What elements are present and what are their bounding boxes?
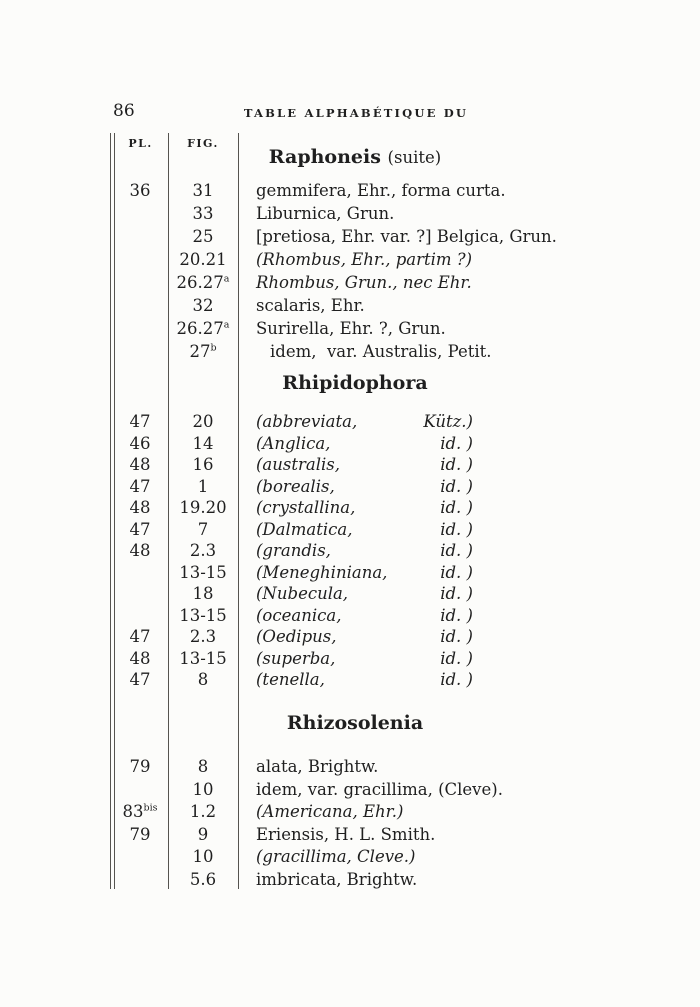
authority: id. ) xyxy=(440,498,473,517)
fig-cell: 2.3 xyxy=(189,541,217,560)
fig-superscript: b xyxy=(210,342,217,354)
section-title-rhizosolenia: Rhizosolenia xyxy=(286,712,424,734)
table-row xyxy=(0,434,700,457)
fig-cell: 13-15 xyxy=(179,606,227,625)
fig-cell: 33 xyxy=(192,204,214,223)
table-row xyxy=(0,342,700,365)
pl-cell: 48 xyxy=(129,498,151,517)
name-cell: idem, var. Australis, Petit. xyxy=(270,342,492,361)
authority: id. ) xyxy=(440,477,473,496)
name-cell: (gracillima, Cleve.) xyxy=(256,847,416,866)
fig-cell: 9 xyxy=(197,825,209,844)
fig-cell: 32 xyxy=(192,296,214,315)
table-row xyxy=(0,670,700,693)
species-name: (crystallina, xyxy=(256,498,356,517)
species-name: (superba, xyxy=(256,649,336,668)
name-cell xyxy=(256,563,676,582)
pl-cell: 47 xyxy=(129,412,151,431)
pl-cell: 47 xyxy=(129,670,151,689)
fig-cell: 18 xyxy=(192,584,214,603)
pl-cell: 47 xyxy=(129,520,151,539)
table-row xyxy=(0,520,700,543)
name-cell xyxy=(256,606,676,625)
column-header-pl: PL. xyxy=(128,137,153,150)
fig-cell: 10 xyxy=(192,780,214,799)
species-name: (Oedipus, xyxy=(256,627,337,646)
name-cell: scalaris, Ehr. xyxy=(256,296,365,315)
name-cell xyxy=(256,541,676,560)
table-row xyxy=(0,181,700,204)
species-name: (Nubecula, xyxy=(256,584,349,603)
table-row xyxy=(0,477,700,500)
authority: id. ) xyxy=(440,520,473,539)
name-cell xyxy=(256,498,676,517)
column-header-fig: FIG. xyxy=(187,137,219,150)
running-title: TABLE ALPHABÉTIQUE DU xyxy=(243,106,469,120)
authority: id. ) xyxy=(440,649,473,668)
pl-cell: $83^{bis}$ xyxy=(122,802,158,821)
species-name: (borealis, xyxy=(256,477,335,496)
authority: id. ) xyxy=(440,563,473,582)
fig-cell: 1.2 xyxy=(189,802,217,821)
fig-cell: 7 xyxy=(197,520,209,539)
table-row xyxy=(0,296,700,319)
table-row xyxy=(0,584,700,607)
fig-cell: 20.21 xyxy=(179,250,227,269)
name-cell: idem, var. gracillima, (Cleve). xyxy=(256,780,503,799)
fig-cell: 13-15 xyxy=(179,563,227,582)
fig-cell: 27$^b$ xyxy=(189,342,217,361)
species-name: (tenella, xyxy=(256,670,325,689)
genus-name: Raphoneis xyxy=(268,146,381,168)
pl-superscript: bis xyxy=(143,802,158,814)
table-row xyxy=(0,606,700,629)
fig-cell: 13-15 xyxy=(179,649,227,668)
table-row xyxy=(0,870,700,893)
fig-cell: 31 xyxy=(192,181,214,200)
name-cell: gemmifera, Ehr., forma curta. xyxy=(256,181,506,200)
pl-cell: 36 xyxy=(129,181,151,200)
species-name: (grandis, xyxy=(256,541,331,560)
table-row xyxy=(0,273,700,296)
table-row xyxy=(0,563,700,586)
authority: id. ) xyxy=(440,606,473,625)
fig-cell: 26.27$^a$ xyxy=(176,319,230,338)
table-row xyxy=(0,455,700,478)
table-row xyxy=(0,227,700,250)
pl-cell: 47 xyxy=(129,627,151,646)
name-cell: Liburnica, Grun. xyxy=(256,204,395,223)
fig-superscript: a xyxy=(223,273,230,285)
name-cell: Rhombus, Grun., nec Ehr. xyxy=(256,273,472,292)
authority: id. ) xyxy=(440,541,473,560)
table-row xyxy=(0,412,700,435)
fig-cell: 5.6 xyxy=(189,870,217,889)
species-name: (Meneghiniana, xyxy=(256,563,388,582)
fig-cell: 8 xyxy=(197,757,209,776)
species-name: (abbreviata, xyxy=(256,412,358,431)
name-cell xyxy=(256,434,676,453)
species-name: (australis, xyxy=(256,455,340,474)
fig-cell: 16 xyxy=(192,455,214,474)
species-name: (oceanica, xyxy=(256,606,342,625)
section-title-raphoneis xyxy=(240,146,470,168)
table-row xyxy=(0,250,700,273)
page-number: 86 xyxy=(113,101,135,121)
fig-cell: 20 xyxy=(192,412,214,431)
name-cell: [pretiosa, Ehr. var. ?] Belgica, Grun. xyxy=(256,227,557,246)
authority: id. ) xyxy=(440,584,473,603)
pl-cell: 48 xyxy=(129,455,151,474)
name-cell xyxy=(256,477,676,496)
table-row xyxy=(0,780,700,803)
pl-cell: 47 xyxy=(129,477,151,496)
pl-cell: 46 xyxy=(129,434,151,453)
authority: id. ) xyxy=(440,670,473,689)
species-name: (Dalmatica, xyxy=(256,520,353,539)
table-row xyxy=(0,757,700,780)
genus-suffix: (suite) xyxy=(387,148,442,167)
name-cell xyxy=(256,649,676,668)
authority: Kütz.) xyxy=(423,412,473,431)
table-row xyxy=(0,825,700,848)
pl-cell: 48 xyxy=(129,541,151,560)
pl-cell: 48 xyxy=(129,649,151,668)
fig-cell: 8 xyxy=(197,670,209,689)
pl-cell: 79 xyxy=(129,757,151,776)
authority: id. ) xyxy=(440,434,473,453)
authority: id. ) xyxy=(440,455,473,474)
table-row xyxy=(0,319,700,342)
name-cell xyxy=(256,455,676,474)
table-row xyxy=(0,847,700,870)
section-title-rhipidophora: Rhipidophora xyxy=(282,372,428,394)
table-row xyxy=(0,541,700,564)
fig-cell: 25 xyxy=(192,227,214,246)
table-row xyxy=(0,204,700,227)
pl-cell: 79 xyxy=(129,825,151,844)
name-cell: (Americana, Ehr.) xyxy=(256,802,404,821)
name-cell: Eriensis, H. L. Smith. xyxy=(256,825,436,844)
name-cell xyxy=(256,627,676,646)
fig-cell: 19.20 xyxy=(179,498,227,517)
name-cell xyxy=(256,412,676,431)
fig-cell: 26.27$^a$ xyxy=(176,273,230,292)
name-cell xyxy=(256,584,676,603)
table-row xyxy=(0,802,700,825)
fig-cell: 14 xyxy=(192,434,214,453)
name-cell: imbricata, Brightw. xyxy=(256,870,418,889)
fig-cell: 2.3 xyxy=(189,627,217,646)
species-name: (Anglica, xyxy=(256,434,331,453)
name-cell xyxy=(256,670,676,689)
table-row xyxy=(0,498,700,521)
fig-cell: 10 xyxy=(192,847,214,866)
authority: id. ) xyxy=(440,627,473,646)
table-row xyxy=(0,649,700,672)
name-cell xyxy=(256,520,676,539)
table-row xyxy=(0,627,700,650)
name-cell: alata, Brightw. xyxy=(256,757,379,776)
name-cell: Surirella, Ehr. ?, Grun. xyxy=(256,319,446,338)
fig-superscript: a xyxy=(223,319,230,331)
name-cell: (Rhombus, Ehr., partim ?) xyxy=(256,250,473,269)
fig-cell: 1 xyxy=(197,477,209,496)
